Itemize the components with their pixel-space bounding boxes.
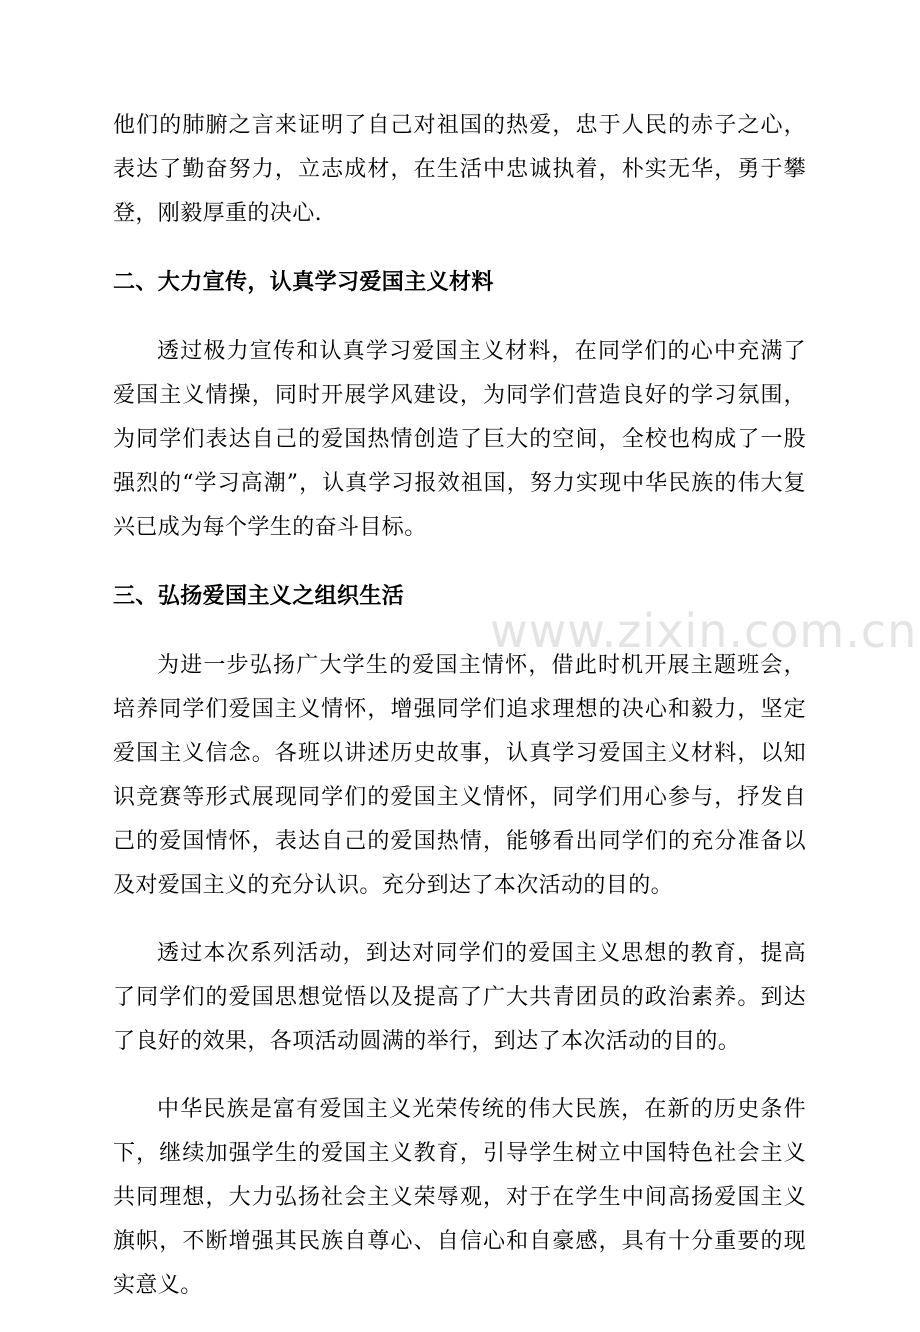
section-heading-3: 三、弘扬爱国主义之组织生活 [113,583,405,609]
paragraph-promotion: 透过极力宣传和认真学习爱国主义材料，在同学们的心中充满了爱国主义情操，同时开展学风建设，为同学们营造良好的学习氛围，为同学们表达自己的爱国热情创造了巨大的空间，全校也构成了一股强烈的“学习高潮”，认真学习报效祖国，努力实现中华民族的伟大复兴已成为每个学生的奋斗目标。 [113,339,806,540]
paragraph-activity-summary: 透过本次系列活动，到达对同学们的爱国主义思想的教育，提高了同学们的爱国思想觉悟以及提高了广大共青团员的政治素养。到达了良好的效果，各项活动圆满的举行，到达了本次活动的目的。 [113,941,806,1054]
section-heading-2: 二、大力宣传，认真学习爱国主义材料 [113,269,494,295]
paragraph-continuation: 他们的肺腑之言来证明了自己对祖国的热爱，忠于人民的赤子之心，表达了勤奋努力，立志成材，在生活中忠诚执着，朴实无华，勇于攀登，刚毅厚重的决心. [113,113,806,226]
paragraph-conclusion: 中华民族是富有爱国主义光荣传统的伟大民族，在新的历史条件下，继续加强学生的爱国主义教育，引导学生树立中国特色社会主义共同理想，大力弘扬社会主义荣辱观，对于在学生中间高扬爱国主义旗帜，不断增强其民族自尊心、自信心和自豪感，具有十分重要的现实意义。 [113,1097,806,1298]
document-body [113,104,806,1332]
watermark-text: www.zixin.com.cn [490,604,918,658]
paragraph-class-meeting: 为进一步弘扬广大学生的爱国主情怀，借此时机开展主题班会，培养同学们爱国主义情怀，增强同学们追求理想的决心和毅力，坚定爱国主义信念。各班以讲述历史故事，认真学习爱国主义材料，以知识竞赛等形式展现同学们的爱国主义情怀，同学们用心参与，抒发自己的爱国情怀，表达自己的爱国热情，能够看出同学们的充分准备以及对爱国主义的充分认识。充分到达了本次活动的目的。 [113,653,806,898]
